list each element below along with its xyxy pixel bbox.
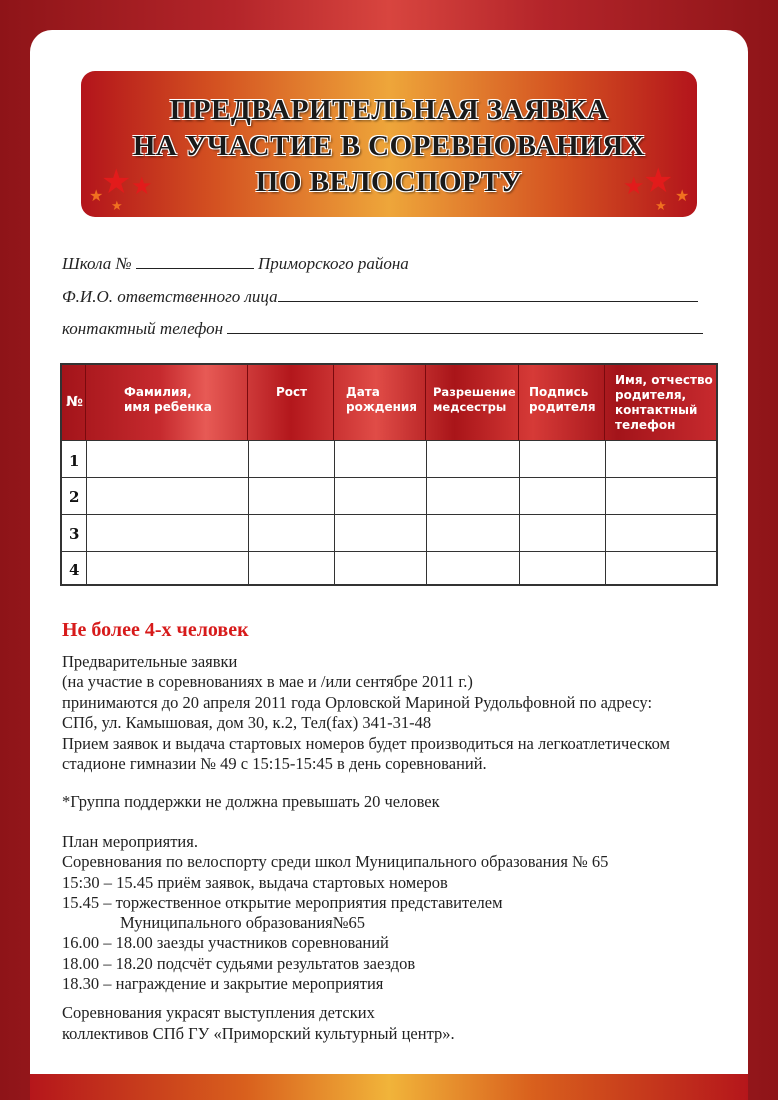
schedule-item-continued: Муниципального образования№65: [120, 913, 365, 932]
closing-text: Соревнования украсят выступления детских: [62, 1003, 375, 1022]
plan-subtitle: Соревнования по велоспорту среди школ Муниципального образования № 65: [62, 852, 609, 871]
header-name: Фамилия, имя ребенка: [86, 365, 248, 440]
participants-limit-heading: Не более 4-х человек: [62, 619, 249, 641]
responsible-name-input[interactable]: [278, 285, 698, 302]
school-number-input[interactable]: [136, 252, 254, 269]
star-icon: ★: [131, 174, 153, 200]
header-parent-contact: Имя, отчество родителя, контактный телефон: [615, 373, 713, 432]
text-line: Прием заявок и выдача стартовых номеров будет производиться на легкоатлетическом: [62, 734, 670, 753]
schedule-item: 15:30 – 15.45 приём заявок, выдача стартовых номеров: [62, 873, 448, 892]
header-parent-signature: Подпись родителя: [519, 365, 605, 440]
participants-table: [60, 363, 718, 586]
header-birth-date: Дата рождения: [334, 365, 426, 440]
school-district-label: Приморского района: [258, 254, 409, 273]
header-num: №: [62, 365, 86, 440]
table-row: 2: [69, 488, 80, 506]
phone-field: [62, 317, 703, 339]
star-icon: ★: [655, 198, 667, 213]
table-row: 1: [69, 452, 80, 470]
schedule-item: 15.45 – торжественное открытие мероприятия представителем: [62, 893, 503, 912]
star-icon: ★: [623, 174, 645, 200]
school-label: Школа №: [62, 254, 132, 273]
phone-input[interactable]: [227, 317, 703, 334]
plan-title: План мероприятия.: [62, 832, 198, 851]
table-row: 3: [69, 525, 80, 543]
table-header: [62, 365, 716, 440]
title-banner: [81, 71, 697, 217]
phone-label: контактный телефон: [62, 319, 224, 338]
banner-title-line-3: ПО ВЕЛОСПОРТУ: [255, 166, 523, 198]
star-icon: ★: [675, 188, 690, 205]
header-height: Рост: [248, 365, 334, 440]
star-icon: ★: [101, 164, 132, 201]
school-field: [62, 252, 409, 274]
banner-title-line-1: ПРЕДВАРИТЕЛЬНАЯ ЗАЯВКА: [169, 94, 609, 126]
support-group-note: *Группа поддержки не должна превышать 20 человек: [62, 792, 440, 811]
schedule-item: 16.00 – 18.00 заезды участников соревнований: [62, 933, 389, 952]
banner-title-line-2: НА УЧАСТИЕ В СОРЕВНОВАНИЯХ: [132, 130, 646, 162]
text-line: Предварительные заявки: [62, 652, 238, 671]
schedule-item: 18.30 – награждение и закрытие мероприятия: [62, 974, 384, 993]
star-icon: ★: [111, 198, 123, 213]
schedule-item: 18.00 – 18.20 подсчёт судьями результатов заездов: [62, 954, 416, 973]
bottom-decorative-bar: [30, 1074, 748, 1100]
header-nurse-permission: Разрешение медсестры: [426, 365, 519, 440]
star-icon: ★: [89, 188, 104, 205]
table-row: 4: [69, 561, 80, 579]
text-line: (на участие в соревнованиях в мае и /или сентябре 2011 г.): [62, 672, 473, 691]
text-line: принимаются до 20 апреля 2011 года Орловской Мариной Рудольфовной по адресу:: [62, 693, 653, 712]
closing-text: коллективов СПб ГУ «Приморский культурный центр».: [62, 1024, 455, 1043]
text-line: СПб, ул. Камышовая, дом 30, к.2, Тел(fax) 341-31-48: [62, 713, 432, 732]
star-icon: ★: [643, 163, 674, 200]
responsible-person-field: [62, 285, 698, 307]
text-line: стадионе гимназии № 49 с 15:15-15:45 в день соревнований.: [62, 754, 487, 773]
responsible-label: Ф.И.О. ответственного лица: [62, 287, 278, 306]
